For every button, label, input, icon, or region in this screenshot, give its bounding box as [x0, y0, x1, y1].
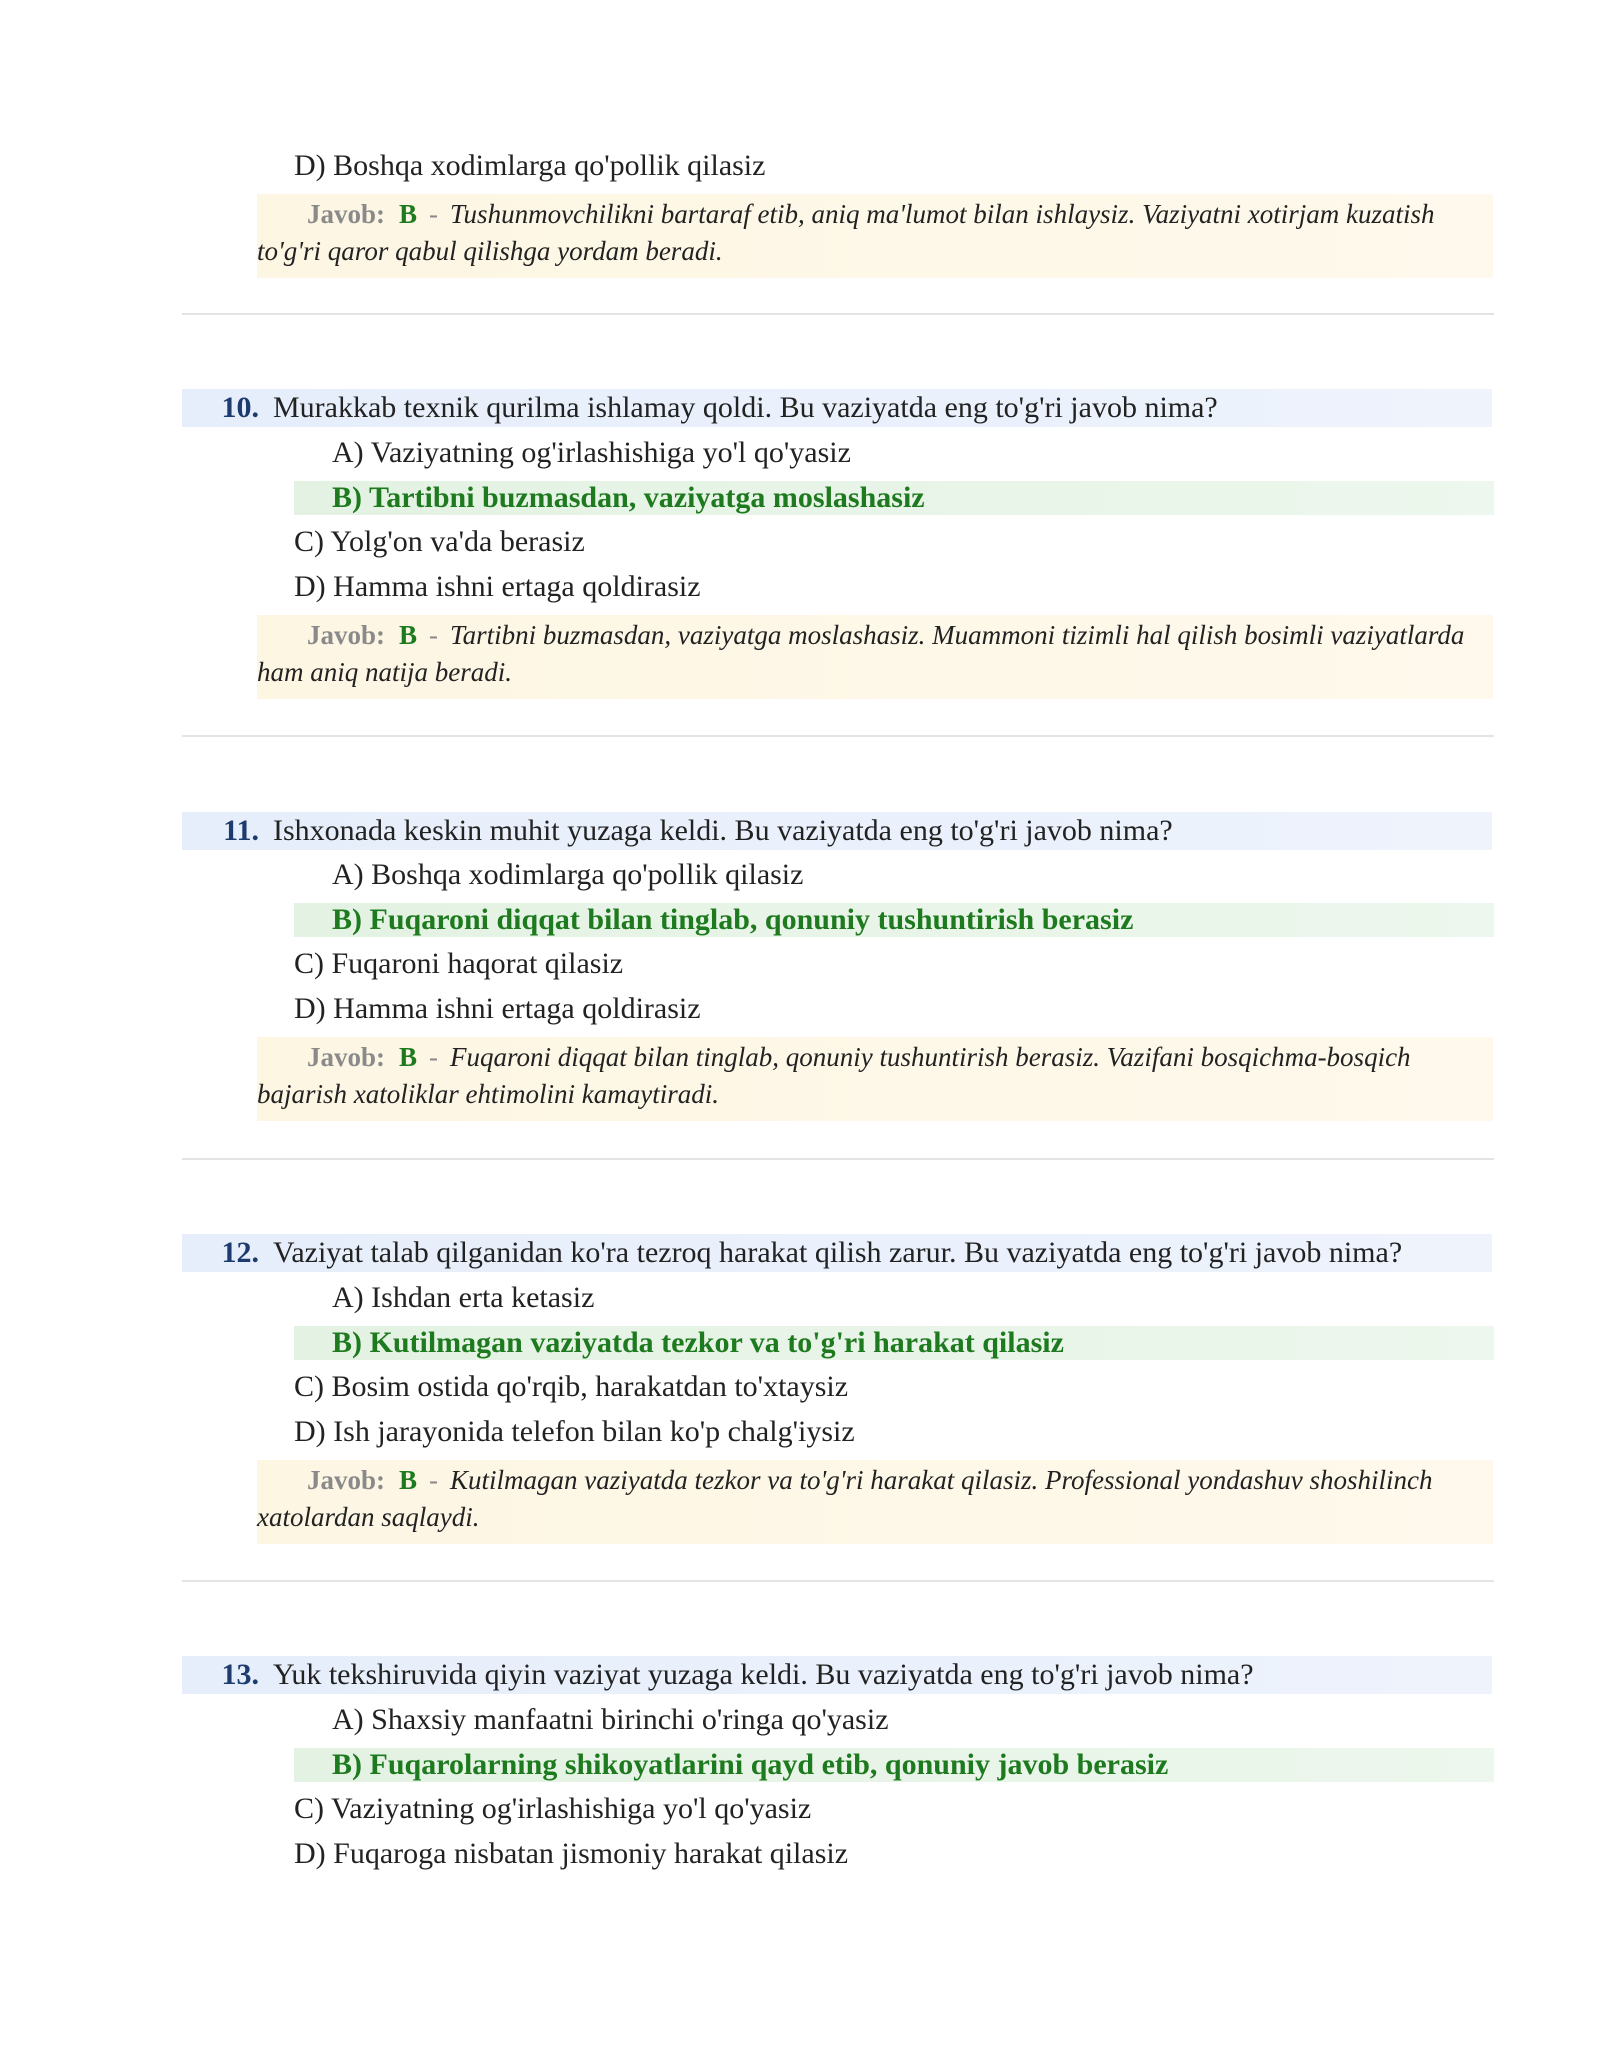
question-text: Ishxonada keskin muhit yuzaga keldi. Bu vaziyatda eng to'g'ri javob nima? [273, 814, 1173, 847]
question-number: 12. [221, 1236, 259, 1269]
q10-option-a: A) Vaziyatning og'irlashishiga yo'l qo'yasiz [332, 436, 851, 469]
q13-option-b-correct: B) Fuqarolarning shikoyatlarini qayd etib, qonuniy javob berasiz [294, 1748, 1494, 1782]
answer-label: Javob: [307, 1042, 386, 1072]
q10-option-d: D) Hamma ishni ertaga qoldirasiz [294, 570, 701, 603]
q11-option-b-correct: B) Fuqaroni diqqat bilan tinglab, qonuniy tushuntirish berasiz [294, 903, 1494, 937]
answer-letter: B [399, 199, 418, 229]
q12-answer-box [257, 1460, 1493, 1544]
answer-dash: - [429, 620, 439, 650]
answer-explanation: Fuqaroni diqqat bilan tinglab, qonuniy tushuntirish berasiz. Vazifani bosqichma-bosqich bajarish xatoliklar ehtimolini kamaytiradi. [257, 1042, 1411, 1109]
answer-dash: - [429, 1465, 439, 1495]
section-divider [182, 1580, 1494, 1582]
question-text: Vaziyat talab qilganidan ko'ra tezroq harakat qilish zarur. Bu vaziyatda eng to'g'ri javob nima? [273, 1236, 1403, 1269]
q13-question [182, 1656, 1492, 1694]
q12-question [182, 1234, 1492, 1272]
section-divider [182, 1158, 1494, 1160]
question-text: Murakkab texnik qurilma ishlamay qoldi. Bu vaziyatda eng to'g'ri javob nima? [273, 391, 1218, 424]
section-divider [182, 735, 1494, 737]
q13-option-d: D) Fuqaroga nisbatan jismoniy harakat qilasiz [294, 1837, 849, 1870]
question-number: 13. [221, 1658, 259, 1691]
question-text: Yuk tekshiruvida qiyin vaziyat yuzaga keldi. Bu vaziyatda eng to'g'ri javob nima? [273, 1658, 1254, 1691]
q11-option-a: A) Boshqa xodimlarga qo'pollik qilasiz [332, 858, 804, 891]
q12-option-b-correct: B) Kutilmagan vaziyatda tezkor va to'g'ri harakat qilasiz [294, 1326, 1494, 1360]
answer-explanation: Tushunmovchilikni bartaraf etib, aniq ma'lumot bilan ishlaysiz. Vaziyatni xotirjam kuzatish to'g'ri qaror qabul qilishga yordam beradi. [257, 199, 1435, 266]
q10-option-c: C) Yolg'on va'da berasiz [294, 525, 585, 558]
q12-option-c: C) Bosim ostida qo'rqib, harakatdan to'xtaysiz [294, 1370, 849, 1403]
q11-option-d: D) Hamma ishni ertaga qoldirasiz [294, 992, 701, 1025]
answer-explanation: Kutilmagan vaziyatda tezkor va to'g'ri harakat qilasiz. Professional yondashuv shoshilinch xatolardan saqlaydi. [257, 1465, 1433, 1532]
q9-option-d: D) Boshqa xodimlarga qo'pollik qilasiz [294, 149, 766, 182]
q11-option-c: C) Fuqaroni haqorat qilasiz [294, 947, 624, 980]
section-divider [182, 313, 1494, 315]
answer-letter: B [399, 620, 418, 650]
q9-answer-box [257, 194, 1493, 278]
answer-label: Javob: [307, 620, 386, 650]
answer-dash: - [429, 1042, 439, 1072]
q11-question [182, 812, 1492, 850]
answer-explanation: Tartibni buzmasdan, vaziyatga moslashasiz. Muammoni tizimli hal qilish bosimli vaziyatlarda ham aniq natija beradi. [257, 620, 1465, 687]
question-number: 10. [221, 391, 259, 424]
q10-answer-box [257, 615, 1493, 699]
q11-answer-box [257, 1037, 1493, 1121]
q10-question [182, 389, 1492, 427]
answer-dash: - [429, 199, 439, 229]
q13-option-a: A) Shaxsiy manfaatni birinchi o'ringa qo'yasiz [332, 1703, 889, 1736]
q13-option-c: C) Vaziyatning og'irlashishiga yo'l qo'yasiz [294, 1792, 812, 1825]
answer-label: Javob: [307, 199, 386, 229]
answer-letter: B [399, 1465, 418, 1495]
question-number: 11. [223, 814, 259, 847]
q10-option-b-correct: B) Tartibni buzmasdan, vaziyatga moslashasiz [294, 481, 1494, 515]
q12-option-a: A) Ishdan erta ketasiz [332, 1281, 595, 1314]
answer-letter: B [399, 1042, 418, 1072]
q12-option-d: D) Ish jarayonida telefon bilan ko'p chalg'iysiz [294, 1415, 855, 1448]
answer-label: Javob: [307, 1465, 386, 1495]
